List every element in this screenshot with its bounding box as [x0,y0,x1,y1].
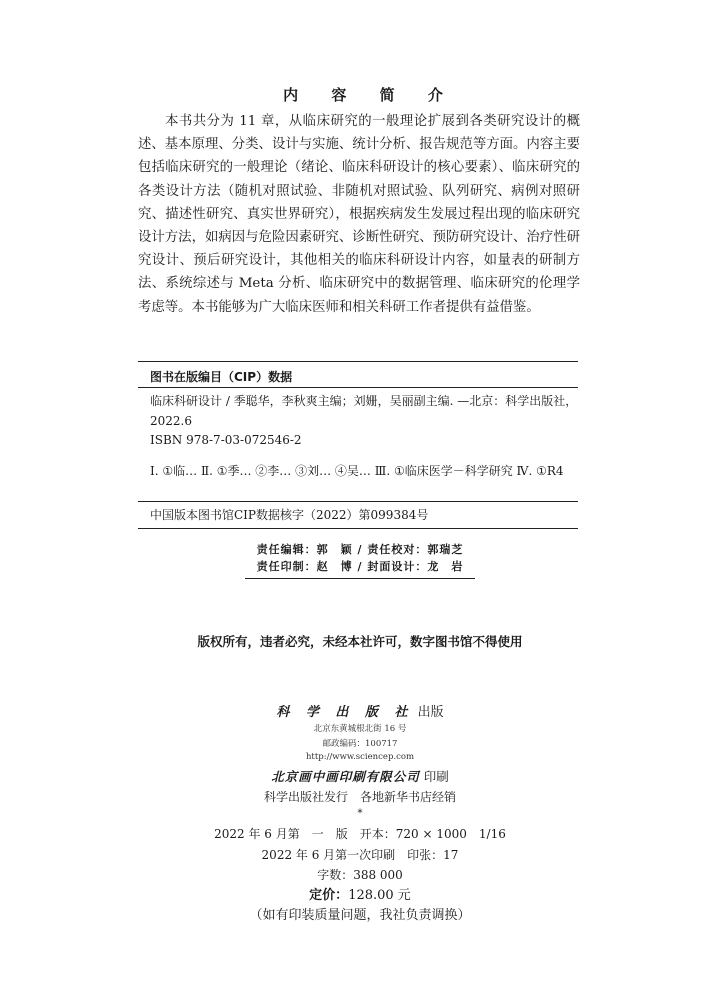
publisher-suffix: 出版 [417,705,444,720]
publisher-website: http://www.sciencep.com [305,752,415,762]
distribution-line: 科学出版社发行 各地新华书店经销 [263,790,456,804]
cip-heading-divider [138,387,578,388]
edition-line: 2022 年 6 月第 一 版 开本：720 × 1000 1/16 [214,827,506,841]
cip-heading: 图书在版编目（CIP）数据 [150,370,293,384]
staff-editors: 责任编辑：郭 颖 / 责任校对：郭瑞芝 [256,543,464,556]
separator-star: * [357,808,363,819]
publisher-line [0,701,720,720]
cip-number: 中国版本图书馆CIP数据核字（2022）第099384号 [150,508,429,522]
word-count: 字数：388 000 [317,868,403,882]
cip-bottom-divider [138,528,578,529]
publisher-address: 北京东黄城根北街 16 号 [313,724,407,734]
cip-isbn: ISBN 978-7-03-072546-2 [150,433,302,447]
price-value: 128.00 元 [348,888,411,903]
cip-classification: Ⅰ. ①临… Ⅱ. ①季… ②李… ③刘… ④吴… Ⅲ. ①临床医学－科学研究 Ⅳ. ①R4 [150,463,564,478]
quality-notice: （如有印装质量问题，我社负责调换） [249,908,471,923]
printer-suffix: 印刷 [423,769,449,784]
summary-title: 内 容 简 介 [283,86,457,104]
staff-production: 责任印制：赵 博 / 封面设计：龙 岩 [256,560,464,573]
price-label: 定价： [309,888,349,903]
publisher-name: 科 学 出 版 社 [276,705,414,720]
publisher-postcode: 邮政编码：100717 [322,739,398,749]
cip-number-divider [138,501,578,502]
price-line [0,884,720,903]
printer-line [0,767,720,785]
staff-divider [245,578,475,579]
summary-body: 本书共分为 11 章，从临床研究的一般理论扩展到各类研究设计的概述、基本原理、分类、设计与实施、统计分析、报告规范等方面。内容主要包括临床研究的一般理论（绪论、临床科研设计的核心要素）、临床研究的各类设计方法（随机对照试验、非随机对照试验、队列研究、病例对照研究、描述性研究、真实世界研究），根据疾病发生发展过程出现的临床研究设计方法，如病因与危险因素研究、诊断性研究、预防研究设计、治疗性研究设计、预后研究设计，其他相关的临床科研设计内容，如量表的研制方法、系统综述与 Meta 分析、临床研究中的数据管理、临床研究的伦理学考虑等。本书能够为广大临床医师和相关科研工作者提供有益借鉴。 [138,114,580,315]
printing-line: 2022 年 6 月第一次印刷 印张：17 [261,848,459,862]
printer-name: 北京画中画印刷有限公司 [271,769,420,784]
copyright-notice: 版权所有，违者必究，未经本社许可，数字图书馆不得使用 [197,634,523,649]
cip-record-block [150,392,578,481]
cip-record: 临床科研设计 / 季聪华，李秋爽主编；刘姗，吴丽副主编. —北京：科学出版社，2022.6 [150,394,578,428]
cip-top-divider [138,361,578,362]
